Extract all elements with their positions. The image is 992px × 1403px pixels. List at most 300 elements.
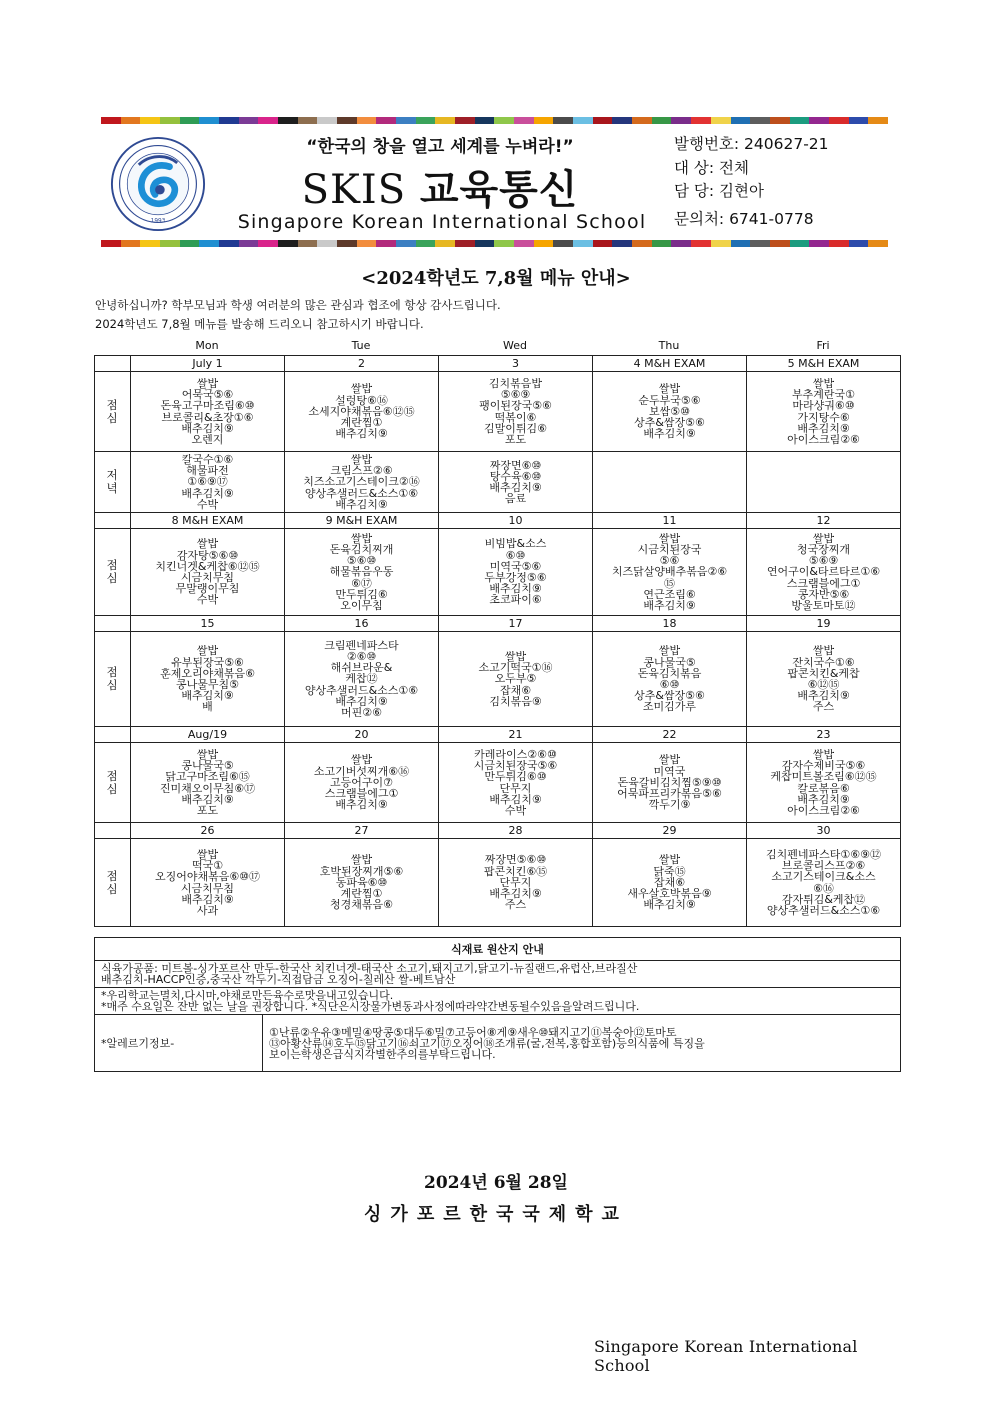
band-segment	[455, 240, 475, 247]
menu-item: 쌀밥	[196, 377, 219, 390]
band-segment	[396, 117, 416, 124]
menu-item: 배추김치⑨	[181, 422, 234, 434]
meal-label	[95, 529, 131, 616]
band-segment	[711, 240, 731, 247]
menu-item: 배추김치⑨	[181, 793, 234, 805]
menu-item: 만두튀김⑥	[335, 588, 388, 600]
menu-item: 콩나물국⑤	[181, 760, 234, 772]
origin-table	[94, 937, 901, 1072]
menu-item: 쌀밥	[658, 532, 681, 544]
menu-item: 배추김치⑨	[335, 428, 388, 440]
manager: 담 당: 김현아	[674, 182, 764, 200]
menu-item: 쌀밥	[812, 532, 835, 544]
menu-item: ⑤⑥⑨	[808, 555, 839, 567]
menu-item: 보쌈⑤⑩	[649, 405, 690, 418]
bottom-color-band	[101, 240, 888, 247]
menu-cell	[747, 743, 901, 823]
menu-item: 포도	[196, 804, 219, 817]
menu-item: 탕수육⑥⑩	[489, 470, 542, 482]
date-cell: 4 M&H EXAM	[593, 356, 747, 372]
menu-cell	[747, 372, 901, 452]
menu-cell	[439, 372, 593, 452]
menu-item: 수박	[196, 594, 219, 606]
menu-item: ⑮	[664, 577, 675, 589]
date-row-spacer	[95, 356, 131, 372]
band-segment	[691, 240, 711, 247]
origin-line: 배추김치-HACCP인증,중국산 깍두기-직접담금 오징어-칠레산 쌀-베트남산	[101, 973, 456, 986]
band-segment	[809, 240, 829, 247]
date-cell: 11	[593, 513, 747, 529]
contact: 문의처: 6741-0778	[674, 210, 814, 228]
menu-item: 연근조림⑥	[643, 588, 696, 600]
menu-cell	[131, 372, 285, 452]
menu-item: 쌀밥	[658, 645, 681, 657]
menu-item: 시금치된장국	[637, 543, 702, 556]
menu-item: 주스	[812, 701, 835, 713]
menu-item: 치킨너겟&케찹⑥⑫⑮	[155, 560, 260, 572]
menu-item: 김치볶음밥	[488, 377, 543, 390]
menu-item: 배추김치⑨	[643, 600, 696, 612]
menu-item: 배추김치⑨	[643, 428, 696, 440]
allergy-info	[263, 1015, 901, 1072]
band-segment	[180, 117, 200, 124]
menu-item: 칼로볶음⑥	[797, 782, 850, 794]
menu-item: 해물볶음우동	[329, 566, 394, 578]
top-color-band	[101, 117, 888, 124]
band-segment	[731, 240, 751, 247]
menu-item: 콩나물국⑤	[643, 656, 696, 668]
band-segment	[376, 117, 396, 124]
menu-item: 쌀밥	[350, 453, 373, 466]
menu-table	[94, 355, 901, 927]
menu-item: 아이스크림②⑥	[787, 433, 860, 446]
menu-item: 쌀밥	[196, 538, 219, 550]
date-cell: Aug/19	[131, 727, 285, 743]
band-segment	[475, 117, 495, 124]
band-segment	[652, 240, 672, 247]
menu-item: 계란찜①	[340, 417, 383, 429]
menu-item: 팝콘치킨⑥⑮	[483, 865, 548, 877]
menu-cell	[439, 452, 593, 513]
date-row-spacer	[95, 513, 131, 529]
allergy-line: ①난류②우유③메밀④땅콩⑤대두⑥밀⑦고등어⑧게⑨새우⑩돼지고기⑪복숭아⑫토마토	[269, 1025, 677, 1039]
band-segment	[868, 240, 888, 247]
menu-item: 배추김치⑨	[797, 422, 850, 434]
menu-item: 수박	[504, 804, 527, 817]
menu-item: ⑥⑰	[351, 577, 372, 589]
menu-item: 시금치된장국⑤⑥	[473, 760, 558, 772]
menu-item: 미역국	[653, 765, 686, 777]
band-segment	[140, 117, 160, 124]
band-segment	[632, 117, 652, 124]
menu-item: 소고기버섯찌개⑥⑯	[313, 765, 410, 777]
band-segment	[239, 117, 259, 124]
band-segment	[278, 240, 298, 247]
band-segment	[750, 117, 770, 124]
menu-item: 쌀밥	[658, 754, 681, 766]
date-cell: 23	[747, 727, 901, 743]
band-segment	[612, 117, 632, 124]
school-name-ko: 싱가포르한국국제학교	[364, 1204, 628, 1225]
menu-item: 쌀밥	[812, 377, 835, 390]
menu-item: 머핀②⑥	[341, 707, 382, 719]
menu-item: 소고기떡국①⑯	[478, 662, 553, 674]
band-segment	[160, 240, 180, 247]
band-segment	[514, 117, 534, 124]
menu-item: 김치볶음⑨	[489, 695, 542, 707]
menu-item: 새우살호박볶음⑨	[627, 888, 712, 900]
date-cell: 30	[747, 823, 901, 839]
date-cell: 21	[439, 727, 593, 743]
menu-cell	[285, 743, 439, 823]
menu-cell	[439, 529, 593, 616]
band-segment	[573, 240, 593, 247]
menu-item: 잔치국수①⑥	[792, 656, 855, 668]
menu-item: 비빔밥&소스	[484, 538, 547, 550]
greeting-line-1: 안녕하십니까? 학부모님과 학생 여러분의 많은 관심과 협조에 항상 감사드립니다.	[95, 298, 501, 312]
band-segment	[770, 240, 790, 247]
date-cell: 22	[593, 727, 747, 743]
band-segment	[494, 240, 514, 247]
menu-item: 배추김치⑨	[335, 799, 388, 811]
band-segment	[475, 240, 495, 247]
menu-item: 배추김치⑨	[643, 899, 696, 911]
date-cell: 2	[285, 356, 439, 372]
menu-item: 배추김치⑨	[181, 690, 234, 702]
band-segment	[101, 117, 121, 124]
menu-item: 돈육김치찌개	[329, 543, 394, 556]
menu-item: 쌀밥	[350, 754, 373, 766]
menu-item: 만두튀김⑥⑩	[484, 771, 547, 783]
date-cell: 3	[439, 356, 593, 372]
band-segment	[455, 117, 475, 124]
menu-item: ⑤⑥⑨	[500, 389, 531, 401]
band-segment	[691, 117, 711, 124]
menu-item: 배추김치⑨	[797, 690, 850, 702]
issue-number: 발행번호: 240627-21	[674, 135, 829, 153]
menu-item: 콩나물무침⑤	[176, 679, 239, 691]
menu-cell	[747, 452, 901, 513]
meal-row	[95, 529, 901, 616]
menu-item: 시금치무침	[180, 572, 235, 584]
date-row	[95, 513, 901, 529]
day-wed: Wed	[503, 339, 527, 352]
menu-item: 배추김치⑨	[335, 695, 388, 707]
band-segment	[140, 240, 160, 247]
band-segment	[416, 117, 436, 124]
menu-item: 쌀밥	[812, 645, 835, 657]
date-cell: 16	[285, 616, 439, 632]
menu-item: 상추&쌈장⑤⑥	[634, 417, 705, 429]
menu-item: 부추계란국①	[792, 389, 855, 401]
menu-item: 감자탕⑤⑥⑩	[176, 549, 239, 561]
menu-item: 스크램블에그①	[324, 788, 399, 800]
menu-cell	[593, 529, 747, 616]
menu-item: 순두부국⑤⑥	[638, 394, 701, 406]
menu-item: 청국장찌개	[796, 543, 851, 556]
menu-cell	[593, 452, 747, 513]
greeting-line-2: 2024학년도 7,8월 메뉴를 발송해 드리오니 참고하시기 바랍니다.	[95, 317, 424, 331]
menu-item: 단무지	[499, 782, 532, 794]
school-logo	[110, 136, 206, 232]
band-segment	[790, 240, 810, 247]
origin-note: *매주 수요일은 잔반 없는 날을 권장합니다. *식단은시장물가변동과사정에따라약간변동될수있음을알려드립니다.	[101, 1000, 640, 1013]
newsletter-title	[240, 158, 640, 215]
menu-item: 양상추샐러드&소스①⑥	[304, 487, 419, 499]
weekday-header	[130, 339, 900, 355]
menu-item: ⑤⑥	[659, 555, 680, 567]
menu-item: 크림스프②⑥	[330, 465, 393, 477]
band-segment	[731, 117, 751, 124]
band-segment	[180, 240, 200, 247]
menu-item: 케찹⑫	[345, 673, 378, 685]
date-cell: July 1	[131, 356, 285, 372]
menu-item: 고등어구이⑦	[330, 776, 393, 789]
origin-notes	[95, 988, 901, 1015]
menu-item: 소세지야채볶음⑥⑫⑮	[308, 405, 415, 418]
menu-item: ⑥⑩	[505, 549, 526, 561]
menu-cell	[593, 372, 747, 452]
date-cell: 5 M&H EXAM	[747, 356, 901, 372]
slogan: “한국의 창을 열고 세계를 누벼라!”	[306, 137, 574, 157]
meal-label-text: 점심	[106, 397, 119, 425]
menu-item: ①⑥⑨⑰	[187, 476, 228, 488]
date-cell: 29	[593, 823, 747, 839]
logo-year: 1993	[150, 218, 166, 225]
menu-item: 해쉬브라운&	[330, 662, 393, 674]
menu-item: 오두부⑤	[494, 673, 537, 685]
day-mon: Mon	[195, 339, 219, 352]
title-ko: 교육통신	[419, 167, 579, 213]
menu-cell	[131, 839, 285, 927]
menu-item: 배추김치⑨	[335, 498, 388, 510]
menu-cell	[285, 529, 439, 616]
menu-item: ⑤⑥⑩	[346, 555, 377, 567]
menu-item: 크림펜네파스타	[324, 639, 399, 651]
menu-item: 주스	[504, 899, 527, 911]
menu-item: 감자튀김&케찹⑫	[781, 893, 866, 905]
band-segment	[121, 240, 141, 247]
date-row	[95, 727, 901, 743]
menu-item: 스크램블에그①	[786, 577, 861, 589]
menu-item: 배추김치⑨	[181, 893, 234, 905]
band-segment	[711, 117, 731, 124]
date-cell: 27	[285, 823, 439, 839]
meal-label	[95, 743, 131, 823]
menu-item: 팝콘치킨&케찹	[787, 667, 860, 679]
menu-item: 어묵국⑤⑥	[181, 389, 234, 401]
menu-item: 소고기스테이크&소스	[771, 871, 876, 883]
band-segment	[534, 240, 554, 247]
menu-item: 오이무침	[340, 600, 383, 612]
menu-item: 계란찜①	[340, 888, 383, 900]
menu-item: 마라샹궈⑥⑩	[792, 400, 855, 412]
menu-item: 상추&쌈장⑤⑥	[634, 690, 705, 702]
issue-date: 2024년 6월 28일	[424, 1173, 568, 1193]
band-segment	[337, 240, 357, 247]
band-segment	[101, 240, 121, 247]
date-cell: 15	[131, 616, 285, 632]
band-segment	[258, 117, 278, 124]
menu-item: 감자수제비국⑤⑥	[781, 760, 866, 772]
band-segment	[396, 240, 416, 247]
menu-cell	[131, 452, 285, 513]
menu-item: 케찹미트볼조림⑥⑫⑮	[770, 771, 877, 783]
band-segment	[868, 117, 888, 124]
band-segment	[790, 117, 810, 124]
band-segment	[435, 240, 455, 247]
band-segment	[435, 117, 455, 124]
menu-cell	[593, 839, 747, 927]
menu-item: 청경채볶음⑥	[330, 899, 393, 911]
menu-item: 쌀밥	[196, 645, 219, 657]
menu-item: 훈제오리야채볶음⑥	[160, 667, 255, 679]
menu-item: 단무지	[499, 876, 532, 889]
meal-row	[95, 839, 901, 927]
band-segment	[750, 240, 770, 247]
menu-item: 쌀밥	[504, 650, 527, 663]
band-segment	[612, 240, 632, 247]
date-cell: 10	[439, 513, 593, 529]
menu-cell	[131, 743, 285, 823]
meal-label	[95, 839, 131, 927]
band-segment	[357, 240, 377, 247]
meal-row	[95, 452, 901, 513]
menu-cell	[747, 632, 901, 727]
meal-label	[95, 452, 131, 513]
date-cell: 9 M&H EXAM	[285, 513, 439, 529]
origin-line: 식육가공품: 미트볼-싱가포르산 만두-한국산 치킨너겟-태국산 소고기,돼지고기,닭고기-뉴질랜드,유럽산,브라질산	[101, 962, 638, 975]
band-segment	[416, 240, 436, 247]
menu-cell	[439, 743, 593, 823]
menu-cell	[439, 839, 593, 927]
menu-item: 닭고구마조림⑥⑮	[165, 771, 250, 783]
band-segment	[652, 117, 672, 124]
menu-cell	[285, 372, 439, 452]
band-segment	[258, 240, 278, 247]
menu-cell	[285, 632, 439, 727]
menu-item: 포도	[504, 433, 527, 446]
menu-item: 쌀밥	[658, 854, 681, 866]
meal-label	[95, 632, 131, 727]
menu-item: 깍두기⑨	[648, 799, 691, 811]
menu-item: ②⑥⑩	[346, 650, 377, 663]
menu-item: 방울토마토⑫	[791, 600, 856, 612]
menu-item: 연어구이&타르타르①⑥	[766, 566, 881, 578]
date-cell: 28	[439, 823, 593, 839]
band-segment	[199, 117, 219, 124]
menu-item: 배추김치⑨	[489, 888, 542, 900]
menu-item: 돈육갈비김치찜⑤⑨⑩	[617, 776, 722, 789]
menu-item: 배	[202, 701, 213, 713]
menu-item: 쌀밥	[812, 748, 835, 761]
menu-item: 쌀밥	[658, 383, 681, 395]
band-segment	[121, 117, 141, 124]
menu-item: 미역국⑤⑥	[489, 560, 542, 572]
date-cell: 17	[439, 616, 593, 632]
band-segment	[573, 117, 593, 124]
band-segment	[809, 117, 829, 124]
title-en: SKIS	[301, 167, 407, 213]
menu-item: 떡볶이⑥	[494, 411, 537, 423]
meal-label-text: 점심	[106, 665, 119, 692]
band-segment	[671, 240, 691, 247]
menu-item: 브로콜리스프②⑥	[781, 860, 866, 872]
menu-item: 돈육고구마조림⑥⑩	[160, 400, 255, 412]
menu-item: 배추김치⑨	[489, 482, 542, 494]
meal-row	[95, 743, 901, 823]
menu-item: 해물파전	[186, 465, 229, 477]
menu-cell	[747, 839, 901, 927]
menu-item: 치즈소고기스테이크②⑯	[303, 476, 420, 488]
allergy-label: *알레르기정보-	[95, 1015, 263, 1072]
day-tue: Tue	[351, 339, 371, 352]
menu-item: 닭죽⑮	[653, 865, 686, 877]
menu-item: 무말랭이무침	[175, 583, 240, 595]
menu-item: 어묵파프리카볶음⑤⑥	[617, 788, 722, 800]
meal-label-text: 점심	[106, 558, 119, 585]
menu-cell	[285, 839, 439, 927]
menu-item: 짜장면⑥⑩	[489, 459, 542, 471]
menu-item: 초코파이⑥	[489, 594, 542, 606]
menu-cell	[747, 529, 901, 616]
band-segment	[337, 117, 357, 124]
menu-cell	[593, 632, 747, 727]
date-cell: 19	[747, 616, 901, 632]
menu-item: ⑥⑫⑮	[807, 679, 840, 691]
band-segment	[632, 240, 652, 247]
date-cell: 12	[747, 513, 901, 529]
band-segment	[593, 240, 613, 247]
band-segment	[829, 240, 849, 247]
band-segment	[376, 240, 396, 247]
band-segment	[298, 117, 318, 124]
menu-cell	[131, 632, 285, 727]
day-thu: Thu	[658, 339, 680, 352]
band-segment	[829, 117, 849, 124]
band-segment	[770, 117, 790, 124]
menu-item: 쌀밥	[350, 854, 373, 866]
band-segment	[219, 240, 239, 247]
date-cell: 8 M&H EXAM	[131, 513, 285, 529]
band-segment	[849, 117, 869, 124]
band-segment	[357, 117, 377, 124]
menu-item: 돈육김치볶음	[637, 667, 702, 679]
band-segment	[671, 117, 691, 124]
menu-item: 조미김가루	[642, 701, 697, 713]
menu-item: 배추김치⑨	[489, 583, 542, 595]
allergy-line: 보이는학생은급식지각별한주의를부탁드립니다.	[269, 1047, 496, 1061]
date-row-spacer	[95, 616, 131, 632]
menu-item: 떡국①	[191, 860, 224, 872]
menu-item: 오렌지	[191, 433, 224, 446]
band-segment	[514, 240, 534, 247]
menu-item: 쌀밥	[196, 748, 219, 761]
menu-item: 짜장면⑤⑥⑩	[484, 854, 547, 866]
day-fri: Fri	[816, 339, 830, 352]
menu-item: 칼국수①⑥	[181, 453, 234, 466]
menu-item: 잡채⑥	[499, 684, 532, 696]
menu-item: 수박	[196, 498, 219, 510]
origin-info	[95, 961, 901, 988]
meal-row	[95, 372, 901, 452]
meal-label	[95, 372, 131, 452]
menu-item: 호박된장찌개⑤⑥	[319, 865, 404, 877]
menu-item: 아이스크림②⑥	[787, 804, 860, 817]
menu-item: 쌀밥	[350, 383, 373, 395]
menu-item: 콩자반⑤⑥	[797, 588, 850, 600]
band-segment	[553, 117, 573, 124]
